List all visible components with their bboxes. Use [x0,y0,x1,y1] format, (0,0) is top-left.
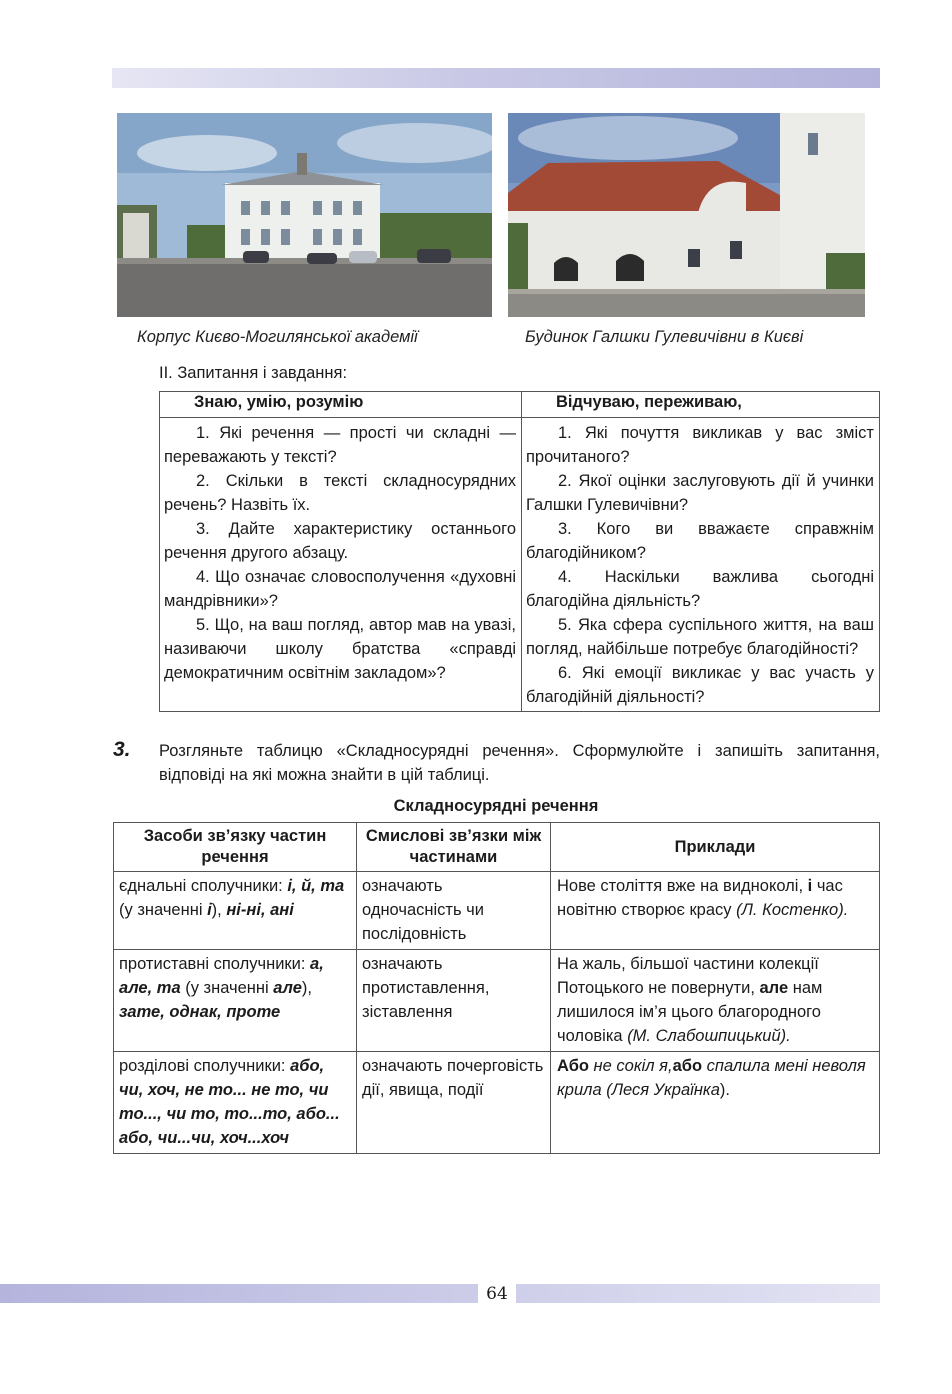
question-item: 3. Кого ви вважаєте справжнім благодійником? [526,520,874,562]
compound-sentences-table [113,822,880,1154]
page-number: 64 [478,1282,516,1306]
question-item: 3. Дайте характеристику останнього речення другого абзацу. [164,520,516,562]
table-row [114,872,880,950]
academy-building-photo [117,113,492,317]
table-title: Складносурядні речення [393,797,599,815]
column-header: Відчуваю, переживаю, [522,392,880,418]
footer-band [0,1284,880,1303]
task-text: Розгляньте таблицю «Складносурядні речення». Сформулюйте і запишіть запитання, відповіді на які можна знайти в цій таблиці. [159,742,880,784]
meaning-cell: означають почерговість дії, явища, події [357,1052,551,1154]
column-header: Приклади [551,823,880,872]
means-cell: протиставні сполучники: а, але, та (у значенні але), зате, однак, проте [114,950,357,1052]
halshka-house-photo [508,113,865,317]
column-header: Знаю, умію, розумію [160,392,522,418]
question-item: 2. Скільки в тексті складносурядних речень? Назвіть їх. [164,472,516,514]
photo-caption: Будинок Галшки Гулевичівни в Києві [525,328,804,346]
meaning-cell: означають одночасність чи послідовність [357,872,551,950]
question-item: 6. Які емоції викликає у вас участь у благодійній діяльності? [526,664,874,706]
question-item: 4. Наскільки важлива сьогодні благодійна діяльність? [526,568,874,610]
table-row [114,950,880,1052]
meaning-cell: означають протиставлення, зіставлення [357,950,551,1052]
table-row [114,1052,880,1154]
question-item: 1. Які почуття викликав у вас зміст прочитаного? [526,424,874,466]
column-header: Засоби зв’язку частин речення [114,823,357,872]
task-number: 3. [113,738,131,761]
example-cell: Або не сокіл я,або спалила мені неволя крила (Леся Українка). [551,1052,880,1154]
means-cell: розділові сполучники: або, чи, хоч, не то... не то, чи то..., чи то, то...то, або... або, чи...чи, хоч...хоч [114,1052,357,1154]
question-item: 4. Що означає словосполучення «духовні мандрівники»? [164,568,516,610]
section-heading: ІІ. Запитання і завдання: [159,364,348,382]
photo-caption: Корпус Києво-Могилянської академії [137,328,418,346]
questions-cell [522,418,880,712]
example-cell: На жаль, більшої частини колекції Потоцького не повернути, але нам лишилося ім’я цього благородного чоловіка (М. Слабошпицький). [551,950,880,1052]
column-header: Смислові зв’язки між частинами [357,823,551,872]
questions-cell [160,418,522,712]
questions-table [159,391,880,712]
question-item: 5. Що, на ваш погляд, автор мав на увазі, називаючи школу братства «справді демократичним освітнім закладом»? [164,616,516,682]
header-band [112,68,880,88]
question-item: 2. Якої оцінки заслуговують дії й учинки Галшки Гулевичівни? [526,472,874,514]
question-item: 5. Яка сфера суспільного життя, на ваш погляд, найбільше потребує благодійності? [526,616,874,658]
question-item: 1. Які речення — прості чи складні — переважають у тексті? [164,424,516,466]
means-cell: єднальні сполучники: і, й, та (у значенні і), ні-ні, ані [114,872,357,950]
example-cell: Нове століття вже на видноколі, і час новітню створює красу (Л. Костенко). [551,872,880,950]
